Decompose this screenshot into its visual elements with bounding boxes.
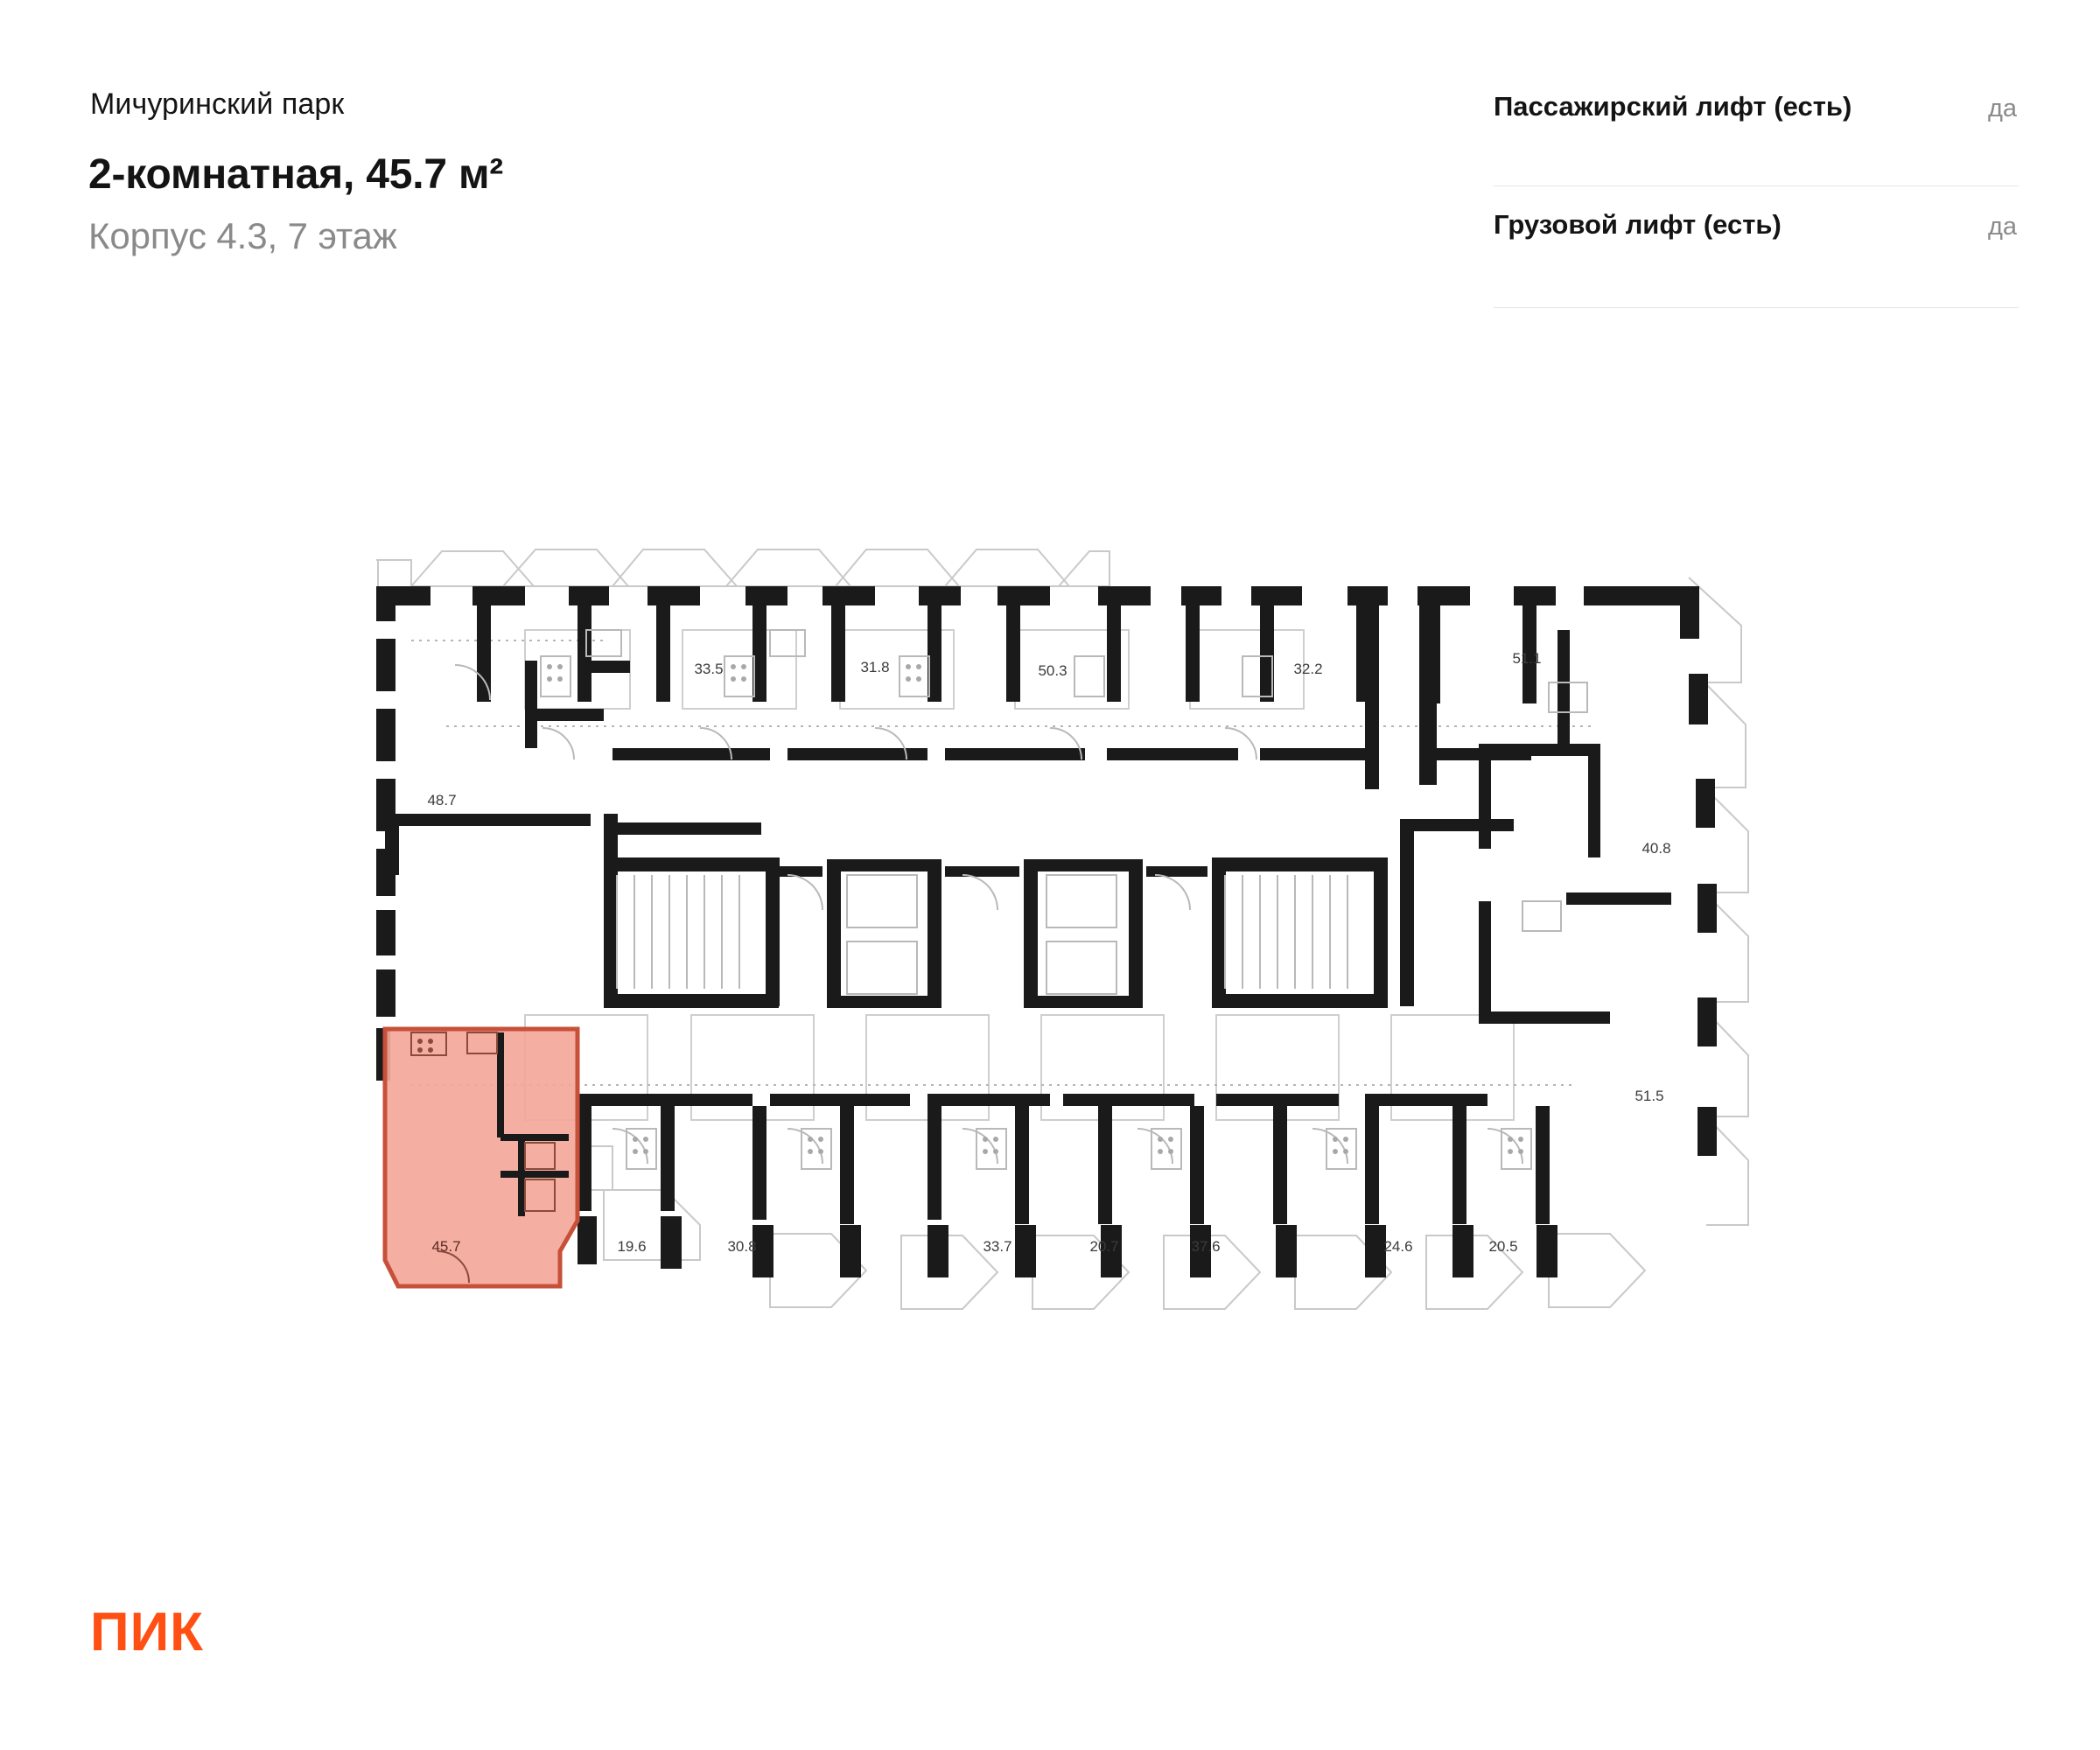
spec-row bbox=[1494, 68, 2019, 186]
area-label: 30.8 bbox=[727, 1238, 757, 1255]
area-label: 31.8 bbox=[860, 659, 890, 676]
page-header bbox=[0, 0, 2100, 289]
area-label: 40.8 bbox=[1642, 840, 1671, 857]
spec-list bbox=[1494, 68, 2019, 308]
spec-value: да bbox=[1987, 213, 2017, 241]
plan-geometry bbox=[376, 550, 1748, 1309]
spec-value: да bbox=[1987, 94, 2017, 122]
area-label: 37.6 bbox=[1191, 1238, 1221, 1255]
area-label: 19.6 bbox=[617, 1238, 647, 1255]
spec-row bbox=[1494, 186, 2019, 308]
selected-area-label: 45.7 bbox=[431, 1238, 461, 1255]
selected-apartment[interactable] bbox=[385, 1029, 578, 1286]
area-label: 20.7 bbox=[1089, 1238, 1119, 1255]
area-label: 24.6 bbox=[1383, 1238, 1413, 1255]
page-subtitle: Корпус 4.3, 7 этаж bbox=[88, 215, 397, 256]
pik-logo: ПИК bbox=[90, 1602, 204, 1662]
spec-label: Пассажирский лифт (есть) bbox=[1494, 91, 1852, 122]
area-label: 48.7 bbox=[427, 792, 457, 808]
area-label: 51.1 bbox=[1512, 650, 1542, 667]
area-label: 33.5 bbox=[694, 661, 724, 677]
complex-name: Мичуринский парк bbox=[90, 88, 345, 121]
floor-plan bbox=[0, 525, 2100, 1505]
area-label: 20.5 bbox=[1488, 1238, 1518, 1255]
area-label: 33.7 bbox=[983, 1238, 1012, 1255]
area-label: 32.2 bbox=[1293, 661, 1323, 677]
area-label: 50.3 bbox=[1038, 662, 1068, 679]
spec-label: Грузовой лифт (есть) bbox=[1494, 209, 1782, 240]
page-title: 2-комнатная, 45.7 м² bbox=[88, 151, 504, 198]
area-label: 51.5 bbox=[1634, 1088, 1664, 1104]
